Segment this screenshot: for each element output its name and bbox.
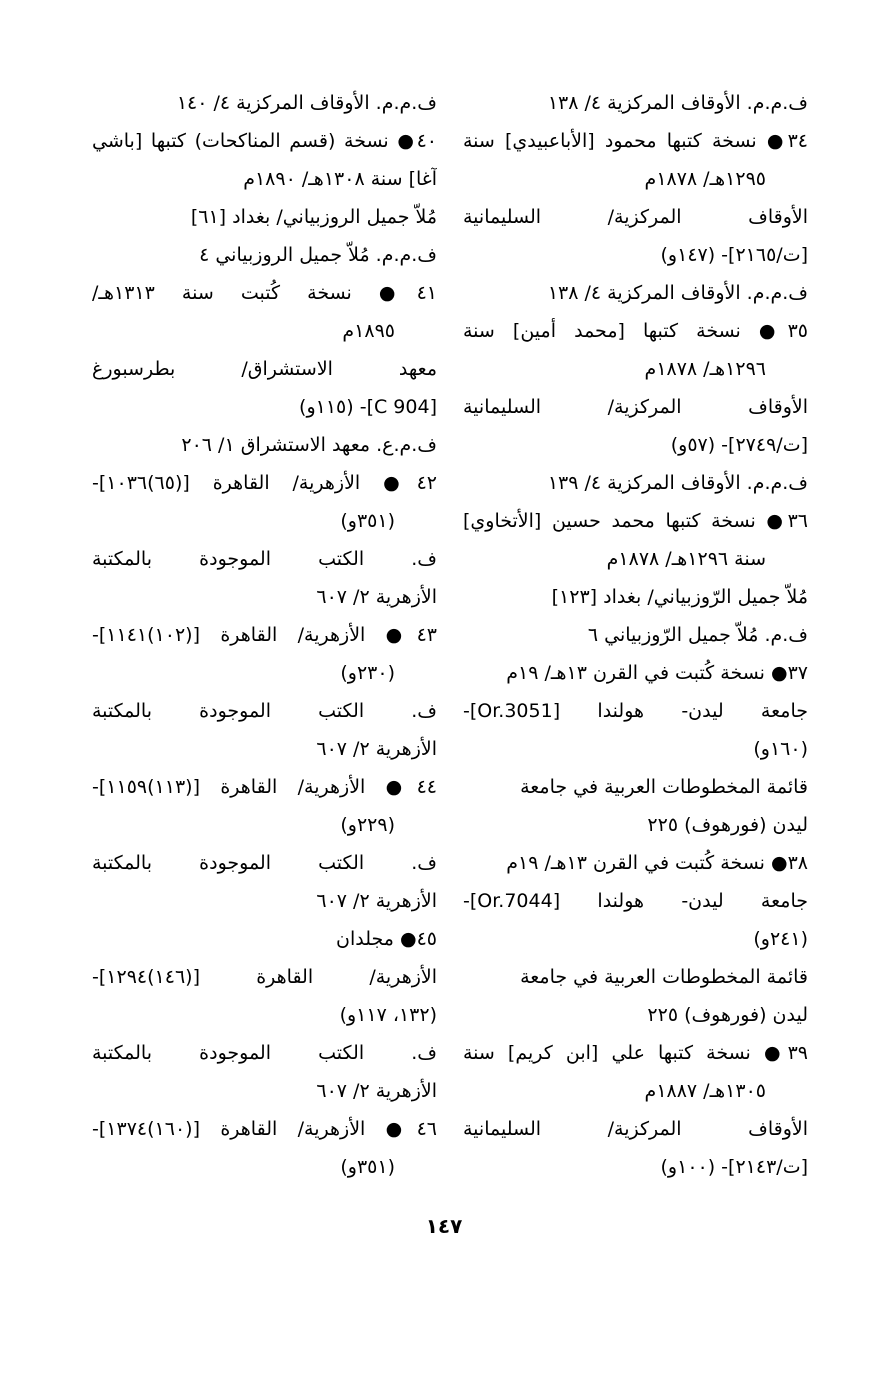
text-line: الأزهرية ٢/ ٦٠٧ (316, 738, 437, 760)
text-line: ف. الكتب الموجودة بالمكتبة (92, 1042, 437, 1064)
text-line: ف. الكتب الموجودة بالمكتبة (92, 852, 437, 874)
text-line: (٣٥١و) (340, 510, 395, 532)
text-line: الأوقاف المركزية/ السليمانية (463, 206, 808, 228)
text-line: الأزهرية/ القاهرة [(١٤٦)١٢٩٤]- (92, 966, 437, 988)
text-line: ف.م. مُلاّ جميل الرّوزبياني ٦ (587, 624, 808, 646)
text-line: [ت/٢١٦٥]- (١٤٧و) (660, 244, 808, 266)
text-line: جامعة ليدن- هولندا [Or.7044]- (463, 890, 808, 912)
text-line: ٤٥● مجلدان (336, 928, 437, 950)
text-line: سنة ١٢٩٦هـ/ ١٨٧٨م (606, 548, 766, 570)
text-line: (١٣٢، ١١٧و) (339, 1004, 437, 1026)
text-line: ليدن (فورهوف) ٢٢٥ (647, 1004, 808, 1026)
text-line: ف.م.م. الأوقاف المركزية ٤/ ١٣٨ (547, 92, 808, 114)
text-line: الأزهرية ٢/ ٦٠٧ (316, 1080, 437, 1102)
text-line: ٤٢● الأزهرية/ القاهرة [(٦٥)١٠٣٦]- (92, 472, 437, 494)
text-line: ف.م.م. الأوقاف المركزية ٤/ ١٣٩ (547, 472, 808, 494)
text-line: ٣٤● نسخة كتبها محمود [الأباعبيدي] سنة (463, 130, 808, 152)
text-line: ٣٩● نسخة كتبها علي [ابن كريم] سنة (463, 1042, 808, 1064)
text-line: قائمة المخطوطات العربية في جامعة (520, 966, 808, 988)
text-line: [ت/٢١٤٣]- (١٠٠و) (660, 1156, 808, 1178)
text-line: ف. الكتب الموجودة بالمكتبة (92, 700, 437, 722)
text-line: معهد الاستشراق/ بطرسبورغ (92, 358, 437, 380)
text-line: آغا] سنة ١٣٠٨هـ/ ١٨٩٠م (243, 168, 437, 190)
text-line: ٣٨● نسخة كُتبت في القرن ١٣هـ/ ١٩م (506, 852, 808, 874)
text-line: (٢٢٩و) (340, 814, 395, 836)
text-line: ٣٧● نسخة كُتبت في القرن ١٣هـ/ ١٩م (506, 662, 808, 684)
text-line: [ت/٢٧٤٩]- (٥٧و) (670, 434, 808, 456)
text-line: ١٨٩٥م (342, 320, 395, 342)
text-line: ٣٦● نسخة كتبها محمد حسين [الأتخاوي] (463, 510, 808, 532)
text-line: مُلاّ جميل الرّوزبياني/ بغداد [١٢٣] (551, 586, 808, 608)
text-line: قائمة المخطوطات العربية في جامعة (520, 776, 808, 798)
text-line: ٤٣● الأزهرية/ القاهرة [(١٠٢)١١٤١]- (92, 624, 437, 646)
text-line: (٢٤١و) (753, 928, 808, 950)
text-line: ف.م.ع. معهد الاستشراق ١/ ٢٠٦ (181, 434, 437, 456)
text-line: جامعة ليدن- هولندا [Or.3051]- (463, 700, 808, 722)
page-number: ١٤٧ (425, 1214, 463, 1238)
text-line: ٤١● نسخة كُتبت سنة ١٣١٣هـ/ (92, 282, 437, 304)
text-line: ١٣٠٥هـ/ ١٨٨٧م (644, 1080, 766, 1102)
text-line: ١٢٩٥هـ/ ١٨٧٨م (644, 168, 766, 190)
text-line: ف.م.م. مُلاّ جميل الروزبياني ٤ (199, 244, 437, 266)
text-line: الأزهرية ٢/ ٦٠٧ (316, 890, 437, 912)
text-line: ف. الكتب الموجودة بالمكتبة (92, 548, 437, 570)
text-line: (٣٥١و) (340, 1156, 395, 1178)
right-column (463, 84, 808, 1186)
text-line: (١٦٠و) (753, 738, 808, 760)
text-line: الأوقاف المركزية/ السليمانية (463, 1118, 808, 1140)
text-line: الأوقاف المركزية/ السليمانية (463, 396, 808, 418)
text-line: [C 904]- (١١٥و) (299, 396, 437, 418)
text-line: مُلاّ جميل الروزبياني/ بغداد [٦١] (190, 206, 437, 228)
text-line: (٢٣٠و) (340, 662, 395, 684)
text-line: ٤٠● نسخة (قسم المناكحات) كتبها [باشي (92, 130, 437, 152)
text-line: ٤٦● الأزهرية/ القاهرة [(١٦٠)١٣٧٤]- (92, 1118, 437, 1140)
text-line: الأزهرية ٢/ ٦٠٧ (316, 586, 437, 608)
text-line: ليدن (فورهوف) ٢٢٥ (647, 814, 808, 836)
text-line: ١٢٩٦هـ/ ١٨٧٨م (644, 358, 766, 380)
text-line: ف.م.م. الأوقاف المركزية ٤/ ١٣٨ (547, 282, 808, 304)
text-line: ٤٤● الأزهرية/ القاهرة [(١١٣)١١٥٩]- (92, 776, 437, 798)
text-line: ٣٥● نسخة كتبها [محمد أمين] سنة (463, 320, 808, 342)
left-column (92, 84, 437, 1186)
text-line: ف.م.م. الأوقاف المركزية ٤/ ١٤٠ (176, 92, 437, 114)
